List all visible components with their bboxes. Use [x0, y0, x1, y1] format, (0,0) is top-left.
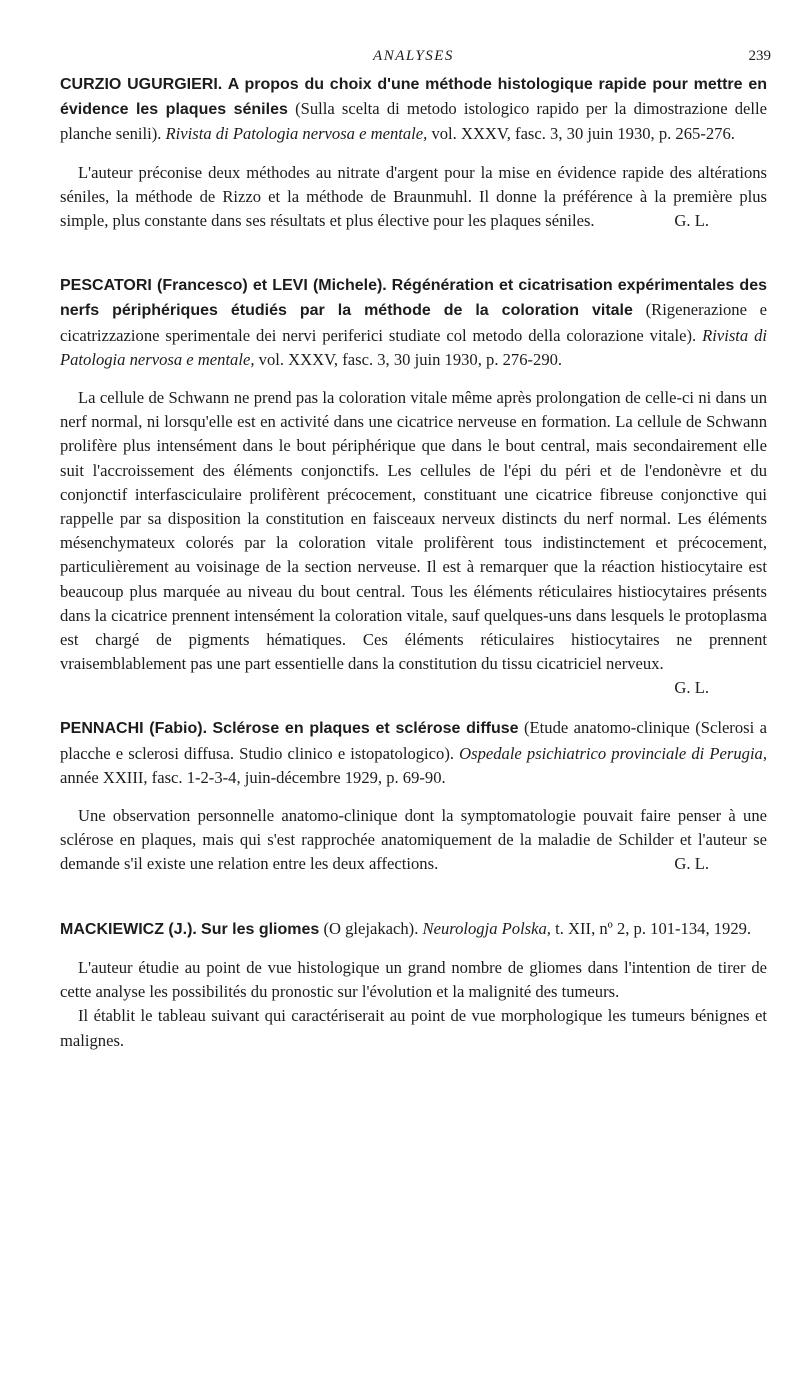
review-text: L'auteur préconise deux méthodes au nitrate d'argent pour la mise en évidence rapide des altérations séniles, la méthode de Rizzo et la méthode de Braunmuhl. Il donne la préférence à la première plus simple, plus constante dans ses résultats et plus élective pour les plaques séniles. — [60, 162, 767, 231]
running-header — [60, 44, 771, 72]
review-text: Une observation personnelle anatomo-clinique dont la symptomatologie pouvait faire penser à une sclérose en plaques, mais qui s'est rapprochée anatomiquement de la maladie de Schilder et l'auteur se demande s'il existe une relation entre les deux affections. — [60, 806, 767, 874]
review-author: CURZIO UGURGIERI. — [60, 76, 223, 93]
review-text: Il établit le tableau suivant qui caractériserait au point de vue morphologique les tumeurs bénignes et malignes. — [60, 1006, 767, 1050]
review-paragraph — [60, 161, 767, 234]
journal-name: Rivista di Patologia nervosa e mentale, — [60, 325, 767, 369]
review-citation — [60, 917, 767, 942]
journal-reference: année XXIII, fasc. 1-2-3-4, juin-décembre 1929, p. 69-90. — [60, 767, 446, 787]
review-paragraph — [60, 956, 767, 1004]
page-body — [60, 44, 771, 1053]
review-title: Sclérose en plaques et sclérose diffuse — [212, 720, 519, 738]
review-entry — [60, 716, 767, 876]
original-title: (Rigenerazione e cicatrizzazione sperimentale dei nervi periferici studiate col metodo della colorazione vitale). — [60, 300, 767, 345]
journal-name: Ospedale psichiatrico provinciale di Perugia, — [459, 743, 767, 763]
review-title: A propos du choix d'une méthode histologique rapide pour mettre en évidence les plaques séniles — [60, 76, 768, 119]
review-citation — [60, 72, 767, 147]
review-citation — [60, 716, 767, 790]
review-title: Régénération et cicatrisation expérimentales des nerfs périphériques étudiés par la méthode de la coloration vitale — [60, 277, 767, 320]
journal-reference: t. XII, nº 2, p. 101-134, 1929. — [555, 918, 752, 938]
journal-reference: vol. XXXV, fasc. 3, 30 juin 1930, p. 276-290. — [258, 349, 563, 369]
review-text: La cellule de Schwann ne prend pas la coloration vitale même après prolongation de celle-ci ni dans un nerf normal, ni lorsqu'elle est en activité dans une cicatrice nerveuse en formation. La cellule de Schwann prolifère plus intensément dans le bout périphérique que dans le bout central, mais secondairement elle suit l'accroissement des éléments conjonctifs. Les cellules de l'épi du péri et de l'endonèvre et du conjonctif interfasciculaire prolifèrent précocement, constituant une cicatrice fibreuse conjonctive qui rappelle par sa disposition la constitution en faisceaux nerveux distincts du nerf normal. Les éléments mésenchymateux colorés par la coloration vitale prolifèrent tous indistinctement et précocement, particulièrement au voisinage de la section nerveuse. Il est à remarquer que la réaction histiocytaire est beaucoup plus marquée au niveau du bout central. Tous les éléments réticulaires histiocytaires présents dans la cicatrice prennent intensément la coloration vitale, sauf quelques-uns dans lesquels le protoplasma est chargé de pigments hématiques. Ces éléments réticulaires histiocytaires ne prennent vraisemblablement pas une part essentielle dans la constitution du tissu cicatriciel nerveux. — [60, 388, 767, 674]
review-author: MACKIEWICZ (J.). — [60, 920, 197, 938]
review-paragraph — [60, 1004, 767, 1052]
review-entry — [60, 917, 767, 1053]
page-number: 239 — [748, 48, 771, 64]
review-citation — [60, 273, 767, 372]
review-title: Sur les gliomes — [201, 920, 320, 938]
reviewer-signature: G. L. — [674, 854, 709, 874]
original-title: (O glejakach). — [323, 918, 419, 938]
review-entry — [60, 72, 767, 233]
journal-reference: vol. XXXV, fasc. 3, 30 juin 1930, p. 265-276. — [431, 124, 735, 144]
review-text: L'auteur étudie au point de vue histologique un grand nombre de gliomes dans l'intention de tirer de cette analyse les possibilités du pronostic sur l'évolution et la malignité des tumeurs. — [60, 957, 767, 1002]
running-title: ANALYSES — [373, 48, 454, 64]
original-title: (Sulla scelta di metodo istologico rapido per la dimostrazione delle planche senili). — [60, 99, 768, 144]
journal-name: Rivista di Patologia nervosa e mentale, — [165, 124, 428, 144]
review-paragraph — [60, 804, 767, 877]
review-entry — [60, 273, 767, 698]
reviewer-signature: G. L. — [674, 211, 709, 231]
review-author: PESCATORI (Francesco) et LEVI (Michele). — [60, 277, 387, 295]
original-title: (Etude anatomo-clinique (Sclerosi a placche e sclerosi diffusa. Studio clinico e istopatologico). — [60, 718, 767, 763]
reviewer-signature: G. L. — [674, 678, 709, 698]
review-author: PENNACHI (Fabio). — [60, 720, 208, 738]
journal-name: Neurologja Polska, — [422, 918, 551, 938]
review-paragraph — [60, 386, 767, 698]
